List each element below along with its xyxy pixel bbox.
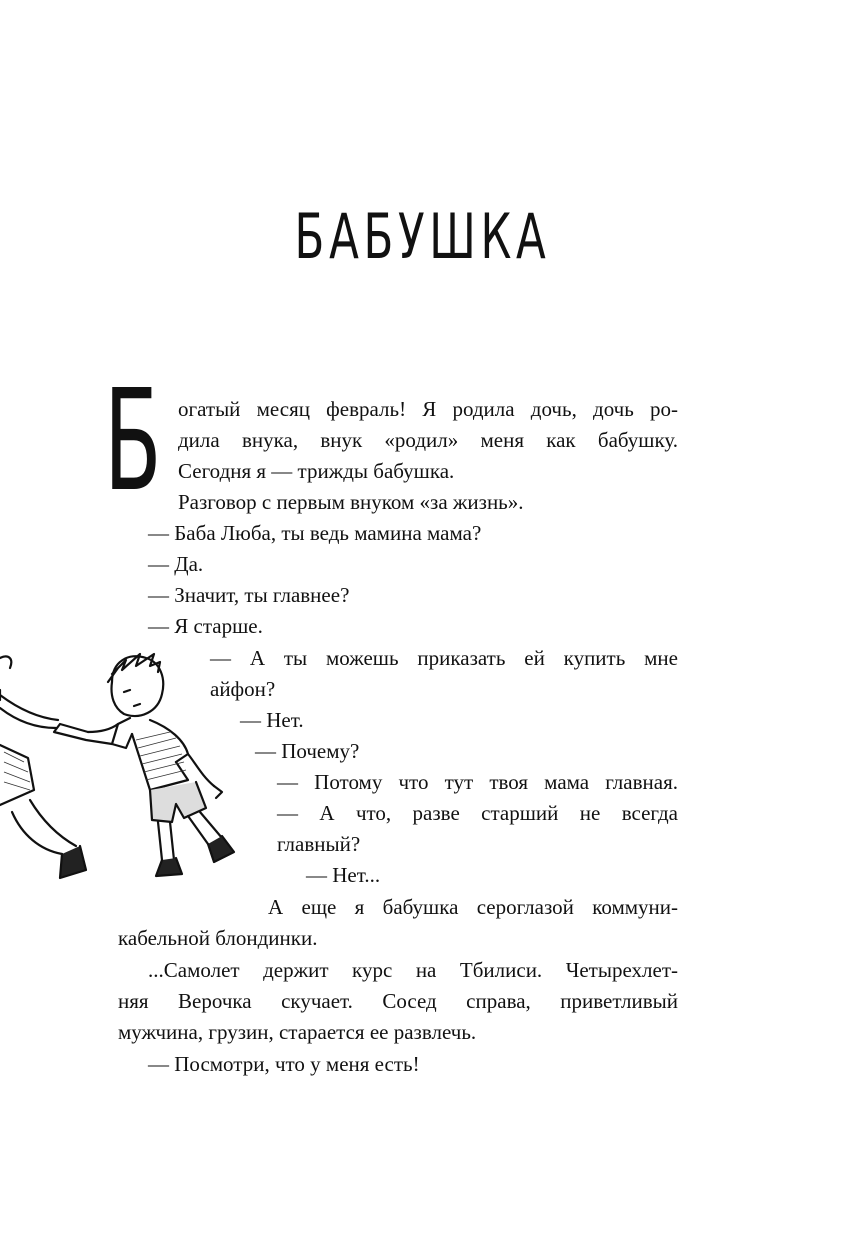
drop-cap: Б: [104, 360, 162, 523]
text-line: Разговор с первым внуком «за жизнь».: [178, 490, 524, 514]
dialogue-line: — Значит, ты главнее?: [148, 583, 350, 607]
dialogue-line: — Почему?: [255, 739, 360, 763]
dialogue-line: — А что, разве старший не всегда: [277, 801, 678, 825]
dialogue-line: — Нет...: [306, 863, 381, 887]
dialogue-line: — А ты можешь приказать ей купить мне: [210, 646, 678, 670]
text-line: мужчина, грузин, старается ее развлечь.: [118, 1020, 477, 1044]
chapter-title: БАБУШКА: [294, 200, 551, 273]
text-line: Сегодня я — трижды бабушка.: [178, 459, 455, 483]
boy-and-adult-illustration: [0, 640, 250, 900]
text-line: кабельной блондинки.: [118, 926, 318, 950]
dialogue-line: — Посмотри, что у меня есть!: [148, 1052, 420, 1076]
text-line: А еще я бабушка сероглазой коммуни-: [268, 895, 678, 919]
dialogue-line: — Баба Люба, ты ведь мамина мама?: [148, 521, 482, 545]
dialogue-line: — Я старше.: [148, 614, 263, 638]
dialogue-line: — Потому что тут твоя мама главная.: [277, 770, 678, 794]
text-line: ...Самолет держит курс на Тбилиси. Четырехлет-: [148, 958, 678, 982]
dialogue-line: айфон?: [210, 677, 276, 701]
dialogue-line: — Нет.: [240, 708, 304, 732]
dialogue-line: главный?: [277, 832, 361, 856]
text-line: няя Верочка скучает. Сосед справа, приветливый: [118, 989, 678, 1013]
text-line: дила внука, внук «родил» меня как бабушку.: [178, 428, 678, 452]
text-line: огатый месяц февраль! Я родила дочь, дочь ро-: [178, 397, 678, 421]
dialogue-line: — Да.: [148, 552, 204, 576]
